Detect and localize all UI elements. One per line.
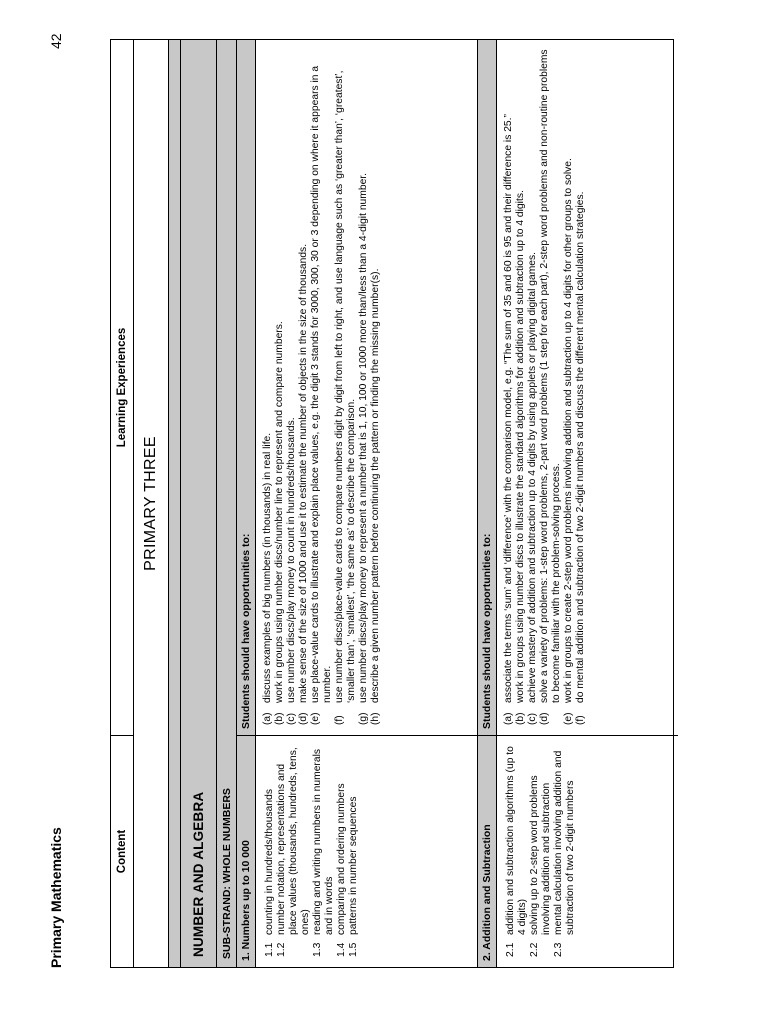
content-item (312, 742, 336, 957)
item-number: (f) (575, 715, 586, 725)
content-item (276, 742, 312, 957)
learning-item (334, 44, 358, 725)
section-title: 2. Addition and Subtraction (478, 735, 496, 967)
section-body (497, 40, 678, 967)
item-number: (b) (515, 712, 526, 725)
item-text: solving up to 2-step word problems involving addition and subtraction (529, 775, 552, 935)
item-number: 2.2 (529, 942, 540, 957)
item-text: counting in hundreds/thousands (264, 789, 275, 935)
content-cell (497, 735, 678, 967)
learning-item (539, 44, 563, 725)
strand-title: NUMBER AND ALGEBRA (181, 40, 217, 967)
content-list (264, 742, 360, 957)
item-number: (a) (503, 712, 514, 725)
footer-title: Primary Mathematics (48, 827, 64, 968)
item-number: 2.3 (553, 942, 564, 957)
learning-cell (497, 40, 678, 735)
item-text: work in groups to create 2-step word problems involving addition and subtraction up to 4 digits for other groups to solve. (563, 158, 574, 703)
item-text: associate the terms ‘sum’ and ‘difference’ with the comparison model, e.g. “The sum of 35 and 60 is 95 and their difference is 25.” (503, 114, 514, 703)
item-text: patterns in number sequences (348, 796, 359, 935)
item-number: 1.5 (348, 942, 359, 957)
table-header (111, 40, 134, 967)
item-text: make sense of the size of 1000 and use it to estimate the number of objects in the size of thousands. (298, 243, 309, 703)
item-number: (b) (274, 712, 285, 725)
content-cell (256, 735, 477, 967)
item-text: reading and writing numbers in numerals and in words (312, 748, 335, 935)
level-title: PRIMARY THREE (134, 40, 169, 967)
item-text: use number discs/place-value cards to compare numbers digit by digit from left to right, and use language such as ‘greater than’, ‘greatest’, ‘smaller than’, ‘smallest’, ‘the same as’ to describe the comparison. (334, 70, 357, 703)
content-list (505, 742, 577, 957)
content-item (529, 742, 553, 957)
item-number: (e) (310, 712, 321, 725)
item-number: 1.2 (276, 942, 287, 957)
item-text: mental calculation involving addition and subtraction of two 2-digit numbers (553, 750, 576, 935)
section-header (478, 40, 497, 967)
content-header: Content (111, 735, 133, 967)
item-number: (d) (539, 712, 550, 725)
section-title: 1. Numbers up to 10 000 (237, 735, 255, 967)
item-number: (a) (262, 712, 273, 725)
shaded-divider (169, 40, 181, 967)
item-text: do mental addition and subtraction of two 2-digit numbers and discuss the different mental calculation strategies. (575, 191, 586, 703)
item-number: 2.1 (505, 942, 516, 957)
content-item (553, 742, 577, 957)
item-number: (h) (370, 712, 381, 725)
item-text: achieve mastery of addition and subtraction up to 4 digits by using applets or playing digital games. (527, 251, 538, 703)
substrand-title: SUB-STRAND: WHOLE NUMBERS (217, 40, 237, 967)
learning-item (370, 44, 382, 725)
opportunities-label: Students should have opportunities to: (237, 40, 255, 735)
learning-item (262, 44, 274, 725)
learning-cell (256, 40, 477, 735)
item-text: work in groups using number discs to illustrate the standard algorithms for addition and subtraction up to 4 digits. (515, 190, 526, 703)
item-number: (f) (334, 715, 345, 725)
content-item (348, 742, 360, 957)
content-item (264, 742, 276, 957)
opportunities-label: Students should have opportunities to: (478, 40, 496, 735)
item-number: (d) (298, 712, 309, 725)
item-text: number notation, representations and place values (thousands, hundreds, tens, ones) (276, 747, 311, 935)
item-text: work in groups using number discs/number line to represent and compare numbers. (274, 321, 285, 703)
section-body (256, 40, 478, 967)
item-text: use number discs/play money to count in hundreds/thousands. (286, 417, 297, 703)
learning-item (298, 44, 310, 725)
item-text: solve a variety of problems: 1-step word problems, 2-part word problems (1 step for each part), 2-step word problems and non-routine problems to become familiar with the problem-solving process. (539, 49, 562, 703)
item-number: (e) (563, 712, 574, 725)
item-text: addition and subtraction algorithms (up to 4 digits) (505, 746, 528, 935)
item-number: (c) (527, 712, 538, 725)
learning-header: Learning Experiences (116, 327, 128, 448)
item-number: (g) (358, 712, 369, 725)
item-text: comparing and ordering numbers (336, 783, 347, 935)
learning-item (563, 44, 575, 725)
page-number: 42 (48, 33, 64, 49)
learning-item (527, 44, 539, 725)
item-number: 1.3 (312, 942, 323, 957)
content-item (336, 742, 348, 957)
item-text: describe a given number pattern before continuing the pattern or finding the missing number(s). (370, 268, 381, 703)
content-item (505, 742, 529, 957)
learning-list (262, 44, 382, 725)
learning-item (310, 44, 334, 725)
learning-item (515, 44, 527, 725)
item-number: 1.1 (264, 942, 275, 957)
learning-item (274, 44, 286, 725)
item-number: 1.4 (336, 942, 347, 957)
learning-item (358, 44, 370, 725)
learning-list (503, 44, 587, 725)
learning-item (286, 44, 298, 725)
learning-item (575, 44, 587, 725)
learning-item (503, 44, 515, 725)
item-text: use number discs/play money to represent a number that is 1, 10, 100 or 1000 more than/less than a 4-digit number. (358, 172, 369, 703)
item-text: discuss examples of big numbers (in thousands) in real life. (262, 432, 273, 703)
curriculum-table (110, 39, 674, 968)
section-header (237, 40, 256, 967)
item-text: use place-value cards to illustrate and explain place values, e.g. the digit 3 stands for 3000, 300, 30 or 3 depending on where it appears in a number. (310, 65, 333, 703)
item-number: (c) (286, 712, 297, 725)
